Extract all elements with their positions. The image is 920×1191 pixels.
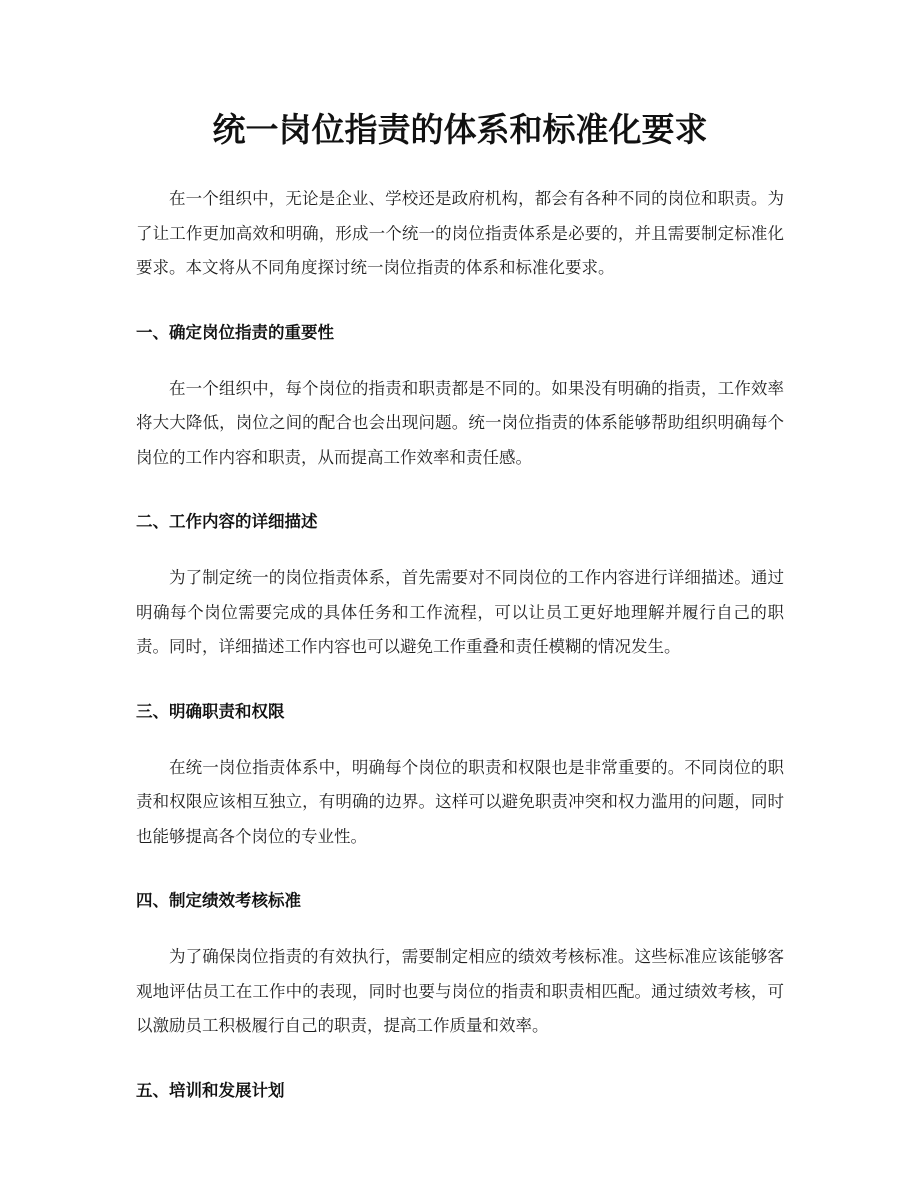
document-title: 统一岗位指责的体系和标准化要求 <box>212 110 708 149</box>
section-paragraph-3: 在统一岗位指责体系中，明确每个岗位的职责和权限也是非常重要的。不同岗位的职责和权限应该相互独立，有明确的边界。这样可以避免职责冲突和权力滥用的问题，同时也能够提高各个岗位的专业性。 <box>136 757 784 846</box>
section-paragraph-4: 为了确保岗位指责的有效执行，需要制定相应的绩效考核标准。这些标准应该能够客观地评估员工在工作中的表现，同时也要与岗位的指责和职责相匹配。通过绩效考核，可以激励员工积极履行自己的职责，提高工作质量和效率。 <box>136 947 784 1035</box>
section-paragraph-2: 为了制定统一的岗位指责体系，首先需要对不同岗位的工作内容进行详细描述。通过明确每个岗位需要完成的具体任务和工作流程，可以让员工更好地理解并履行自己的职责。同时，详细描述工作内容也可以避免工作重叠和责任模糊的情况发生。 <box>136 568 784 656</box>
section-paragraph-1: 在一个组织中，每个岗位的指责和职责都是不同的。如果没有明确的指责，工作效率将大大降低，岗位之间的配合也会出现问题。统一岗位指责的体系能够帮助组织明确每个岗位的工作内容和职责，从而提高工作效率和责任感。 <box>136 378 784 467</box>
section-heading-1: 一、确定岗位指责的重要性 <box>136 322 334 342</box>
intro-paragraph: 在一个组织中，无论是企业、学校还是政府机构，都会有各种不同的岗位和职责。为了让工作更加高效和明确，形成一个统一的岗位指责体系是必要的，并且需要制定标准化要求。本文将从不同角度探讨统一岗位指责的体系和标准化要求。 <box>136 189 784 277</box>
section-heading-4: 四、制定绩效考核标准 <box>136 891 301 910</box>
document-body <box>136 182 784 1130</box>
section-heading-2: 二、工作内容的详细描述 <box>136 512 318 531</box>
section-heading-3: 三、明确职责和权限 <box>136 701 285 721</box>
section-heading-5: 五、培训和发展计划 <box>136 1080 285 1100</box>
